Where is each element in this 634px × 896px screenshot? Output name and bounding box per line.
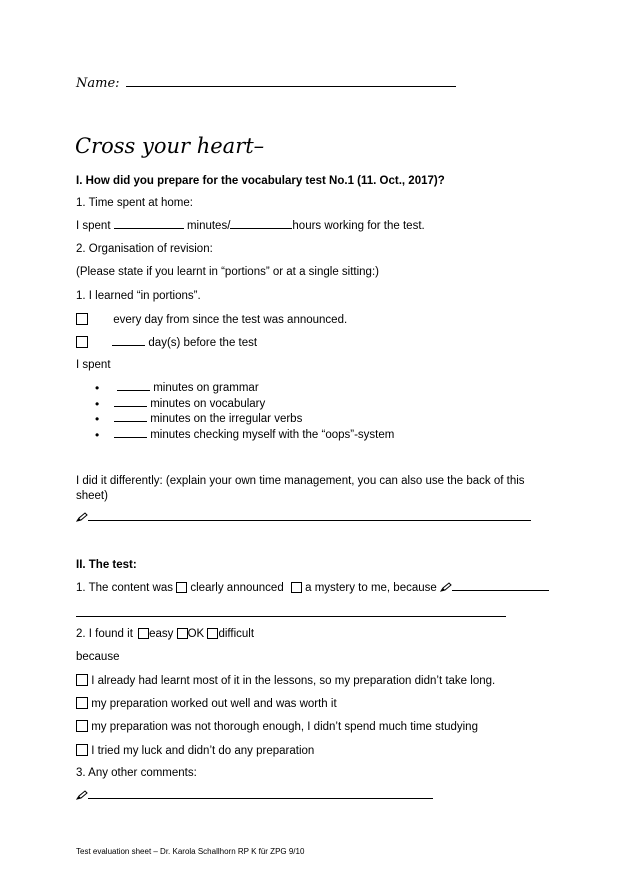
comments-input-line[interactable] <box>88 798 433 799</box>
comments-answer <box>76 790 433 802</box>
checkbox-icon[interactable] <box>176 582 187 593</box>
reason-option: my preparation worked out well and was worth it <box>76 697 337 710</box>
checkbox-icon[interactable] <box>207 628 218 639</box>
name-input-line[interactable] <box>126 86 456 87</box>
days-input-line[interactable] <box>112 345 145 346</box>
list-item: • minutes on the irregular verbs <box>95 412 394 428</box>
name-label: Name: <box>76 76 120 91</box>
list-item: • minutes on vocabulary <box>95 397 394 413</box>
list-item: • minutes on grammar <box>95 381 394 397</box>
checkbox-icon[interactable] <box>138 628 149 639</box>
learned-portions-label: 1. I learned “in portions”. <box>76 290 201 302</box>
page-title: Cross your heart– <box>75 134 265 158</box>
reason-option: I tried my luck and didn’t do any preparation <box>76 744 314 757</box>
please-state-note: (Please state if you learnt in “portions” or at a single sitting:) <box>76 266 379 278</box>
section-2-heading: II. The test: <box>76 559 137 571</box>
did-differently-label-cont: sheet) <box>76 490 108 502</box>
pencil-icon <box>440 582 452 592</box>
name-field[interactable] <box>76 76 456 91</box>
checkbox-icon[interactable] <box>76 674 88 686</box>
did-differently-label: I did it differently: (explain your own time management, you can also use the back of this <box>76 475 525 487</box>
because-input-line[interactable] <box>452 590 549 591</box>
because-label: because <box>76 651 120 663</box>
checkbox-icon[interactable] <box>76 697 88 709</box>
comments-label: 3. Any other comments: <box>76 767 197 779</box>
checkbox-icon[interactable] <box>76 336 88 348</box>
option-days-before: day(s) before the test <box>76 336 257 349</box>
input-line[interactable] <box>114 437 147 438</box>
time-breakdown-list <box>95 381 394 443</box>
footer-text: Test evaluation sheet – Dr. Karola Schallhorn RP K für ZPG 9/10 <box>76 847 305 856</box>
time-spent-label: 1. Time spent at home: <box>76 197 193 209</box>
checkbox-icon[interactable] <box>177 628 188 639</box>
pencil-icon <box>76 790 88 800</box>
checkbox-icon[interactable] <box>76 720 88 732</box>
content-question: 1. The content was clearly announced a mystery to me, because <box>76 582 549 594</box>
reason-option: my preparation was not thorough enough, I didn’t spend much time studying <box>76 720 478 733</box>
organisation-label: 2. Organisation of revision: <box>76 243 213 255</box>
i-spent-label: I spent <box>76 359 111 371</box>
pencil-icon <box>76 512 88 522</box>
checkbox-icon[interactable] <box>291 582 302 593</box>
because-continuation <box>76 604 506 620</box>
list-item: • minutes checking myself with the “oops”-system <box>95 428 394 444</box>
reason-option: I already had learnt most of it in the lessons, so my preparation didn’t take long. <box>76 674 495 687</box>
minutes-input-line[interactable] <box>114 228 184 229</box>
differently-input-line[interactable] <box>88 520 531 521</box>
time-spent-row: I spent minutes/ hours working for the test. <box>76 220 425 232</box>
input-line[interactable] <box>114 421 147 422</box>
checkbox-icon[interactable] <box>76 744 88 756</box>
checkbox-icon[interactable] <box>76 313 88 325</box>
because-input-line-2[interactable] <box>76 604 506 617</box>
input-line[interactable] <box>117 390 150 391</box>
differently-answer <box>76 512 531 524</box>
section-1-heading: I. How did you prepare for the vocabulary test No.1 (11. Oct., 2017)? <box>76 175 445 187</box>
option-every-day: every day from since the test was announced. <box>76 313 347 326</box>
found-question: 2. I found it easy OK difficult <box>76 628 255 640</box>
hours-input-line[interactable] <box>230 228 292 229</box>
input-line[interactable] <box>114 406 147 407</box>
